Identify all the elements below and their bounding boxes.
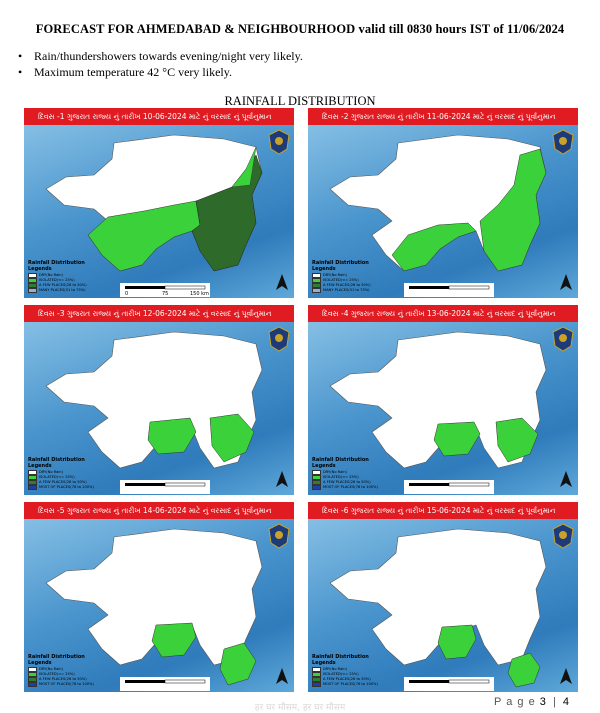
imd-emblem-icon — [552, 523, 574, 549]
rainfall-legend — [312, 260, 384, 293]
legend-row: MOST OF PLACES(76 to 100%) — [312, 682, 384, 687]
rainfall-legend — [312, 457, 384, 490]
page-footer: P a g e 3 | 4 — [494, 696, 570, 708]
north-arrow-icon — [276, 668, 288, 684]
forecast-bullet-list — [18, 48, 303, 80]
forecast-map-panel-day6 — [308, 502, 578, 692]
page-label: P a g e — [494, 696, 536, 708]
svg-text:150 km: 150 km — [190, 291, 209, 297]
map-scale-bar — [404, 677, 494, 691]
legend-row: ISOLATED(<= 25%) — [28, 475, 100, 480]
legend-title: Rainfall Distribution Legends — [312, 260, 369, 272]
legend-row: ISOLATED(<= 25%) — [312, 672, 384, 677]
legend-row: A FEW PLACES(26 to 50%) — [312, 677, 384, 682]
map-panel-header: દિવસ -6 ગુજરાત રાજ્ય નું તારીખ 15-06-2024 માટે નું વરસાદ નું પૂર્વાનુમાન — [308, 502, 578, 519]
forecast-map-panel-day1 — [24, 108, 294, 298]
forecast-map-panel-day3 — [24, 305, 294, 495]
legend-row: DRY(No Rain) — [312, 470, 384, 475]
legend-row: DRY(No Rain) — [28, 470, 100, 475]
legend-row: A FEW PLACES(26 to 50%) — [28, 283, 100, 288]
legend-row: MOST OF PLACES(76 to 100%) — [28, 682, 100, 687]
legend-row: DRY(No Rain) — [28, 273, 100, 278]
map-scale-bar — [120, 480, 210, 494]
north-arrow-icon — [276, 274, 288, 290]
watermark-text: हर घर मौसम, हर घर मौसम — [254, 703, 346, 713]
forecast-bullet: • Rain/thundershowers towards evening/night very likely. — [18, 48, 303, 64]
map-scale-bar — [120, 283, 210, 297]
legend-row: A FEW PLACES(26 to 50%) — [28, 677, 100, 682]
map-panel-header: દિવસ -2 ગુજરાત રાજ્ય નું તારીખ 11-06-2024 માટે નું વરસાદ નું પૂર્વાનુમાન — [308, 108, 578, 125]
north-arrow-icon — [560, 471, 572, 487]
legend-row: A FEW PLACES(26 to 50%) — [312, 283, 384, 288]
page-total: 4 — [562, 696, 570, 708]
legend-title: Rainfall Distribution Legends — [312, 457, 369, 469]
legend-row: A FEW PLACES(26 to 50%) — [312, 480, 384, 485]
rainfall-legend — [312, 654, 384, 687]
legend-row: ISOLATED(<= 25%) — [312, 475, 384, 480]
map-panel-header: દિવસ -3 ગુજરાત રાજ્ય નું તારીખ 12-06-2024 માટે નું વરસાદ નું પૂર્વાનુમાન — [24, 305, 294, 322]
legend-row: MOST OF PLACES(76 to 100%) — [312, 485, 384, 490]
rainfall-legend — [28, 260, 100, 293]
legend-row: DRY(No Rain) — [312, 273, 384, 278]
page-title: FORECAST FOR AHMEDABAD & NEIGHBOURHOOD valid till 0830 hours IST of 11/06/2024 — [35, 22, 565, 36]
section-title: RAINFALL DISTRIBUTION — [224, 94, 376, 108]
north-arrow-icon — [276, 471, 288, 487]
north-arrow-icon — [560, 274, 572, 290]
legend-title: Rainfall Distribution Legends — [28, 457, 85, 469]
legend-title: Rainfall Distribution Legends — [28, 654, 85, 666]
svg-text:75: 75 — [162, 291, 169, 297]
svg-text:0: 0 — [125, 291, 129, 297]
imd-emblem-icon — [268, 326, 290, 352]
legend-title: Rainfall Distribution Legends — [28, 260, 85, 272]
map-scale-bar — [404, 480, 494, 494]
legend-row: ISOLATED(<= 25%) — [28, 672, 100, 677]
north-arrow-icon — [560, 668, 572, 684]
forecast-map-panel-day5 — [24, 502, 294, 692]
legend-title: Rainfall Distribution Legends — [312, 654, 369, 666]
legend-row: MANY PLACES(51 to 75%) — [312, 288, 384, 293]
map-panel-header: દિવસ -5 ગુજરાત રાજ્ય નું તારીખ 14-06-2024 માટે નું વરસાદ નું પૂર્વાનુમાન — [24, 502, 294, 519]
map-panel-header: દિવસ -1 ગુજરાત રાજ્ય નું તારીખ 10-06-2024 માટે નું વરસાદ નું પૂર્વાનુમાન — [24, 108, 294, 125]
legend-row: ISOLATED(<= 25%) — [28, 278, 100, 283]
legend-row: ISOLATED(<= 25%) — [312, 278, 384, 283]
rainfall-legend — [28, 457, 100, 490]
rainfall-map-grid — [24, 108, 578, 693]
legend-row: A FEW PLACES(26 to 50%) — [28, 480, 100, 485]
imd-emblem-icon — [552, 129, 574, 155]
imd-emblem-icon — [268, 129, 290, 155]
forecast-bullet: • Maximum temperature 42 °C very likely. — [18, 64, 303, 80]
imd-emblem-icon — [268, 523, 290, 549]
map-scale-bar — [120, 677, 210, 691]
legend-row: DRY(No Rain) — [28, 667, 100, 672]
page-number: 3 — [539, 696, 547, 708]
legend-row: DRY(No Rain) — [312, 667, 384, 672]
forecast-map-panel-day4 — [308, 305, 578, 495]
rainfall-legend — [28, 654, 100, 687]
legend-row: MANY PLACES(51 to 75%) — [28, 288, 100, 293]
legend-row: MOST OF PLACES(76 to 100%) — [28, 485, 100, 490]
map-scale-bar — [404, 283, 494, 297]
forecast-map-panel-day2 — [308, 108, 578, 298]
map-panel-header: દિવસ -4 ગુજરાત રાજ્ય નું તારીખ 13-06-2024 માટે નું વરસાદ નું પૂર્વાનુમાન — [308, 305, 578, 322]
imd-emblem-icon — [552, 326, 574, 352]
